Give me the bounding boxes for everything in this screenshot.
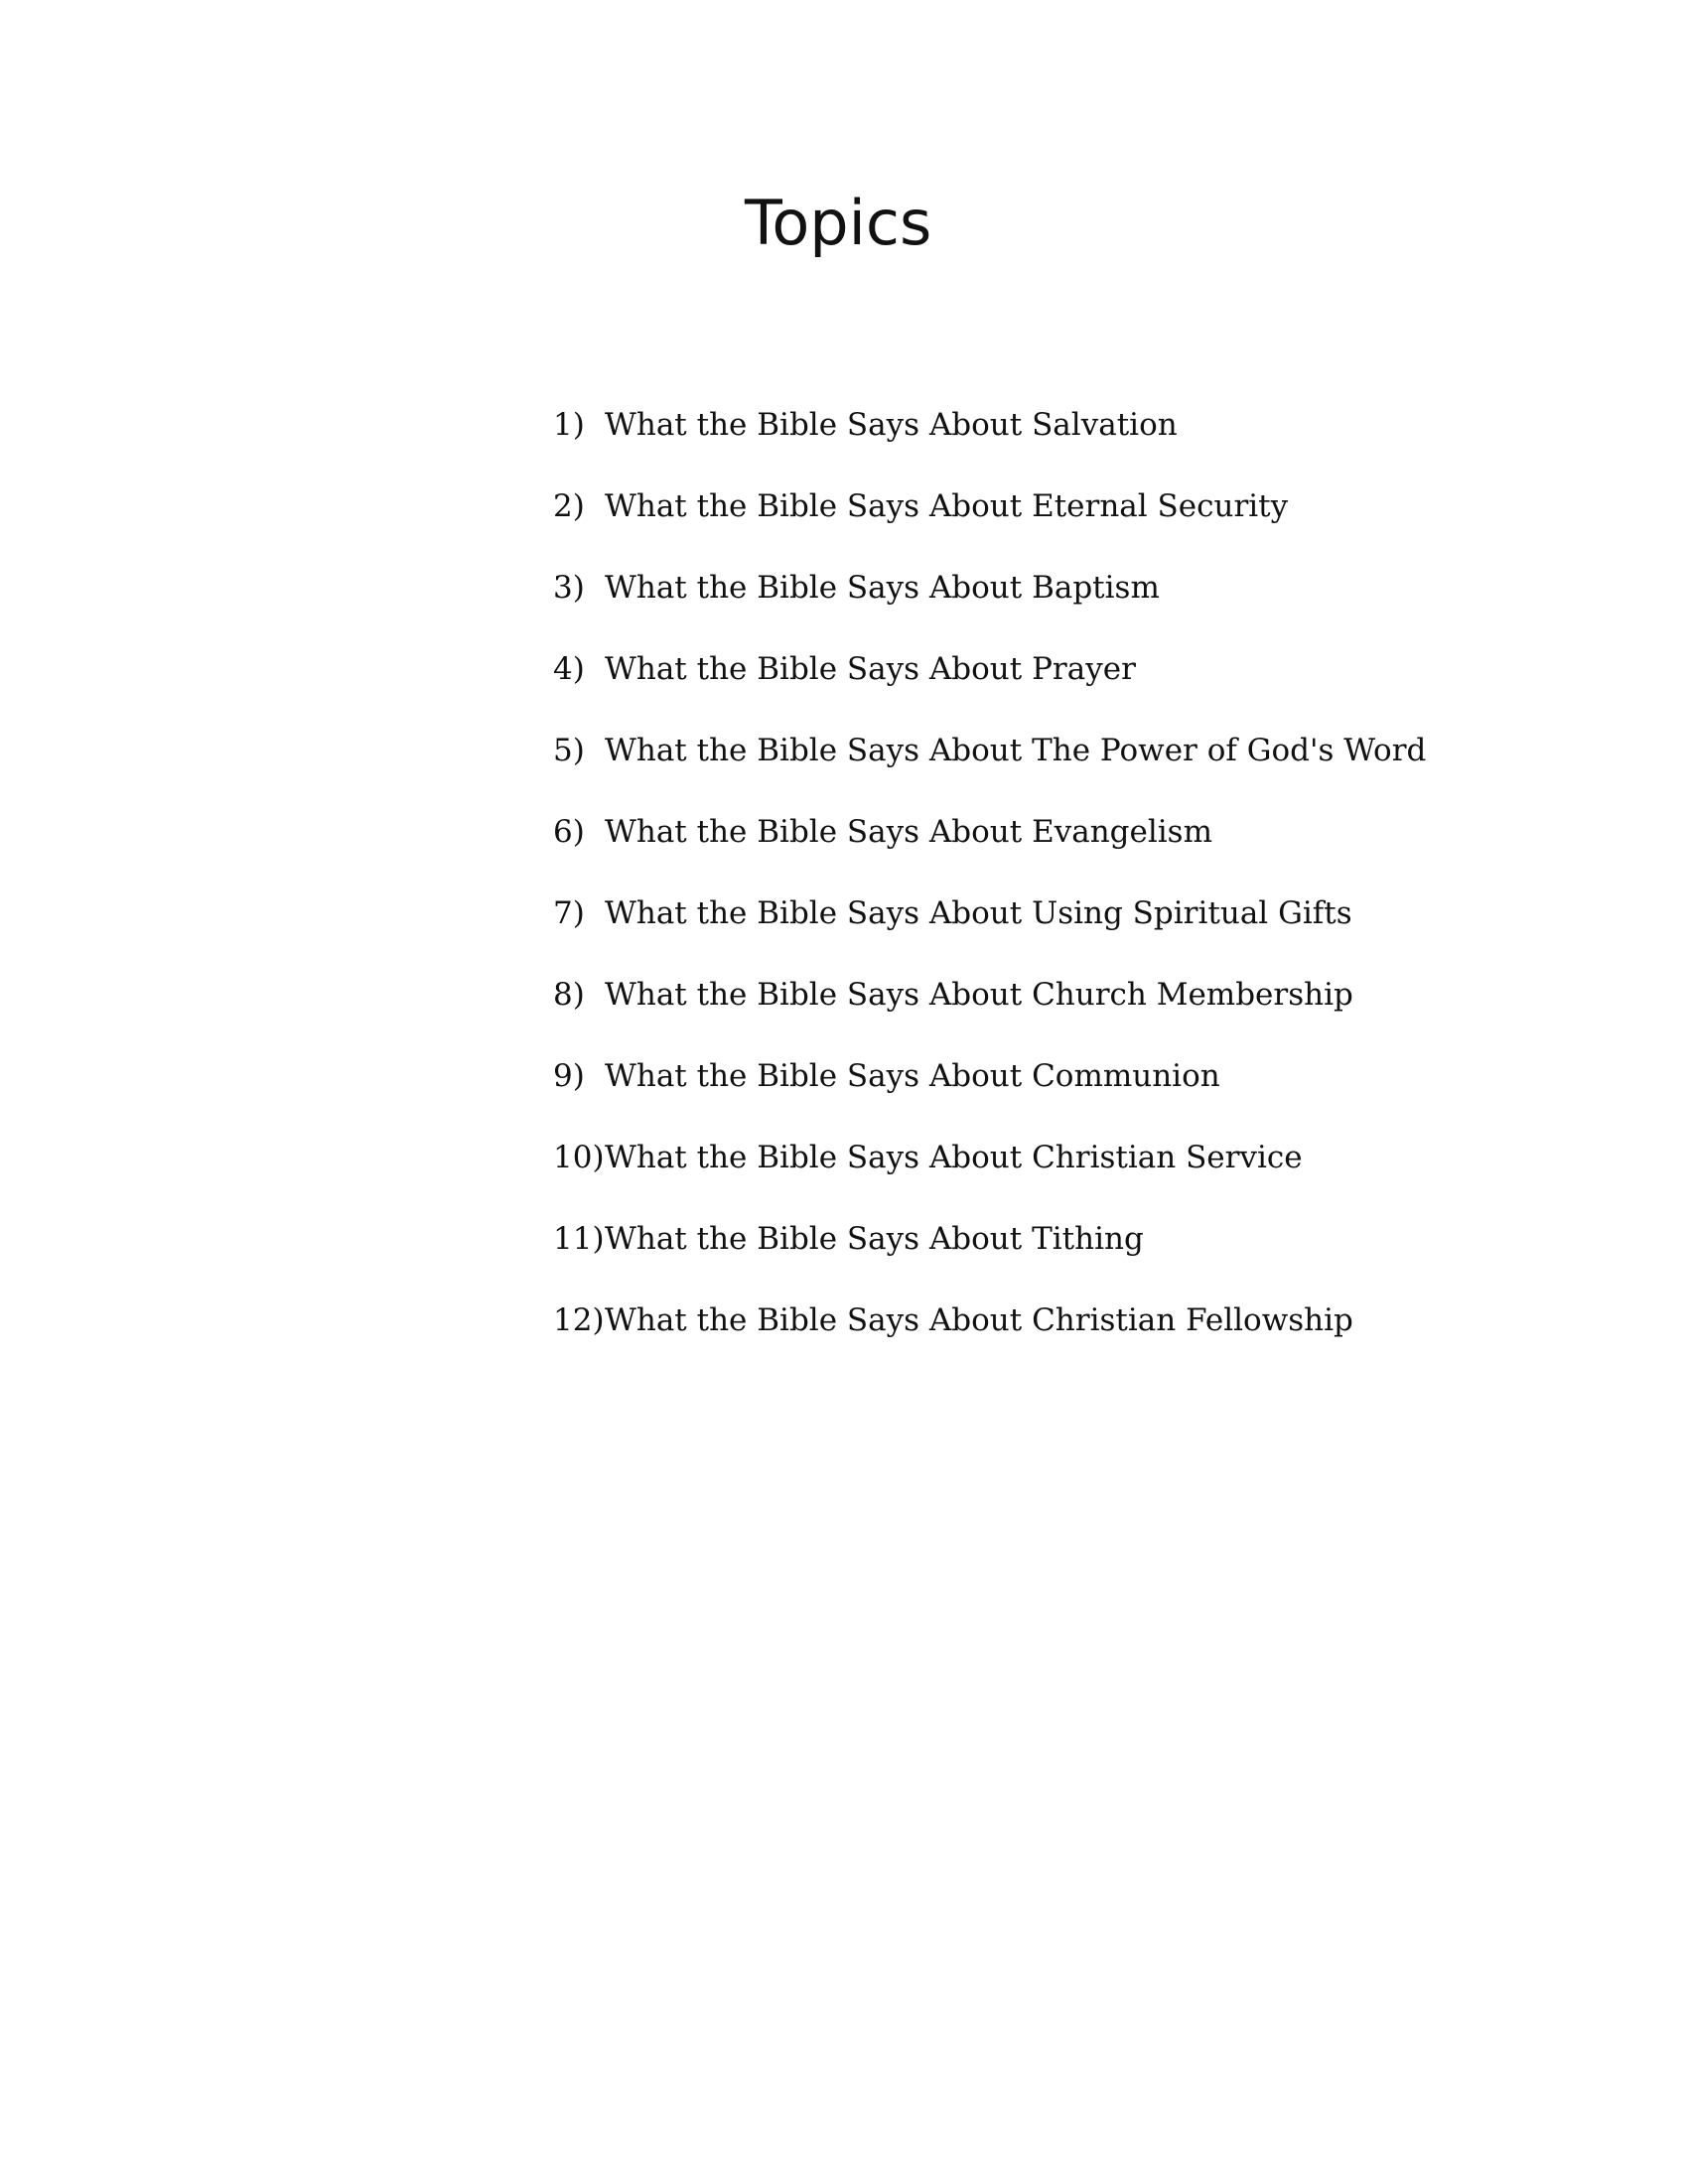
topic-number: 9) — [553, 1058, 585, 1094]
topic-item — [553, 486, 1426, 568]
topic-number: 10) — [553, 1140, 605, 1175]
topic-text: What the Bible Says About Eternal Security — [605, 488, 1289, 524]
topic-item — [553, 731, 1426, 812]
topic-number: 12) — [553, 1302, 605, 1338]
topic-item — [553, 1219, 1426, 1300]
topic-number: 11) — [553, 1221, 605, 1257]
topic-item — [553, 893, 1426, 975]
topics-list — [553, 405, 1426, 1382]
topic-text: What the Bible Says About Church Membership — [605, 977, 1353, 1013]
topic-text: What the Bible Says About Salvation — [605, 407, 1178, 443]
topic-number: 5) — [553, 733, 585, 768]
topic-text: What the Bible Says About Baptism — [605, 570, 1160, 606]
topic-item — [553, 1056, 1426, 1138]
topic-text: What the Bible Says About Evangelism — [605, 814, 1212, 850]
topic-text: What the Bible Says About Communion — [605, 1058, 1220, 1094]
topic-item — [553, 975, 1426, 1056]
topic-number: 6) — [553, 814, 585, 850]
topic-item — [553, 649, 1426, 731]
topic-item — [553, 812, 1426, 893]
topic-text: What the Bible Says About Using Spiritual Gifts — [605, 895, 1352, 931]
topic-text: What the Bible Says About Christian Service — [605, 1140, 1303, 1175]
topic-item — [553, 1300, 1426, 1382]
topic-number: 3) — [553, 570, 585, 606]
topic-item — [553, 405, 1426, 486]
page-title: Topics — [745, 187, 932, 259]
topic-text: What the Bible Says About Tithing — [605, 1221, 1144, 1257]
topic-item — [553, 1138, 1426, 1219]
topic-number: 2) — [553, 488, 585, 524]
topic-number: 1) — [553, 407, 585, 443]
topic-number: 7) — [553, 895, 585, 931]
topic-number: 4) — [553, 651, 585, 687]
topic-text: What the Bible Says About Prayer — [605, 651, 1136, 687]
topic-text: What the Bible Says About Christian Fellowship — [605, 1302, 1353, 1338]
topic-item — [553, 568, 1426, 649]
topic-number: 8) — [553, 977, 585, 1013]
topic-text: What the Bible Says About The Power of God's Word — [605, 733, 1427, 768]
